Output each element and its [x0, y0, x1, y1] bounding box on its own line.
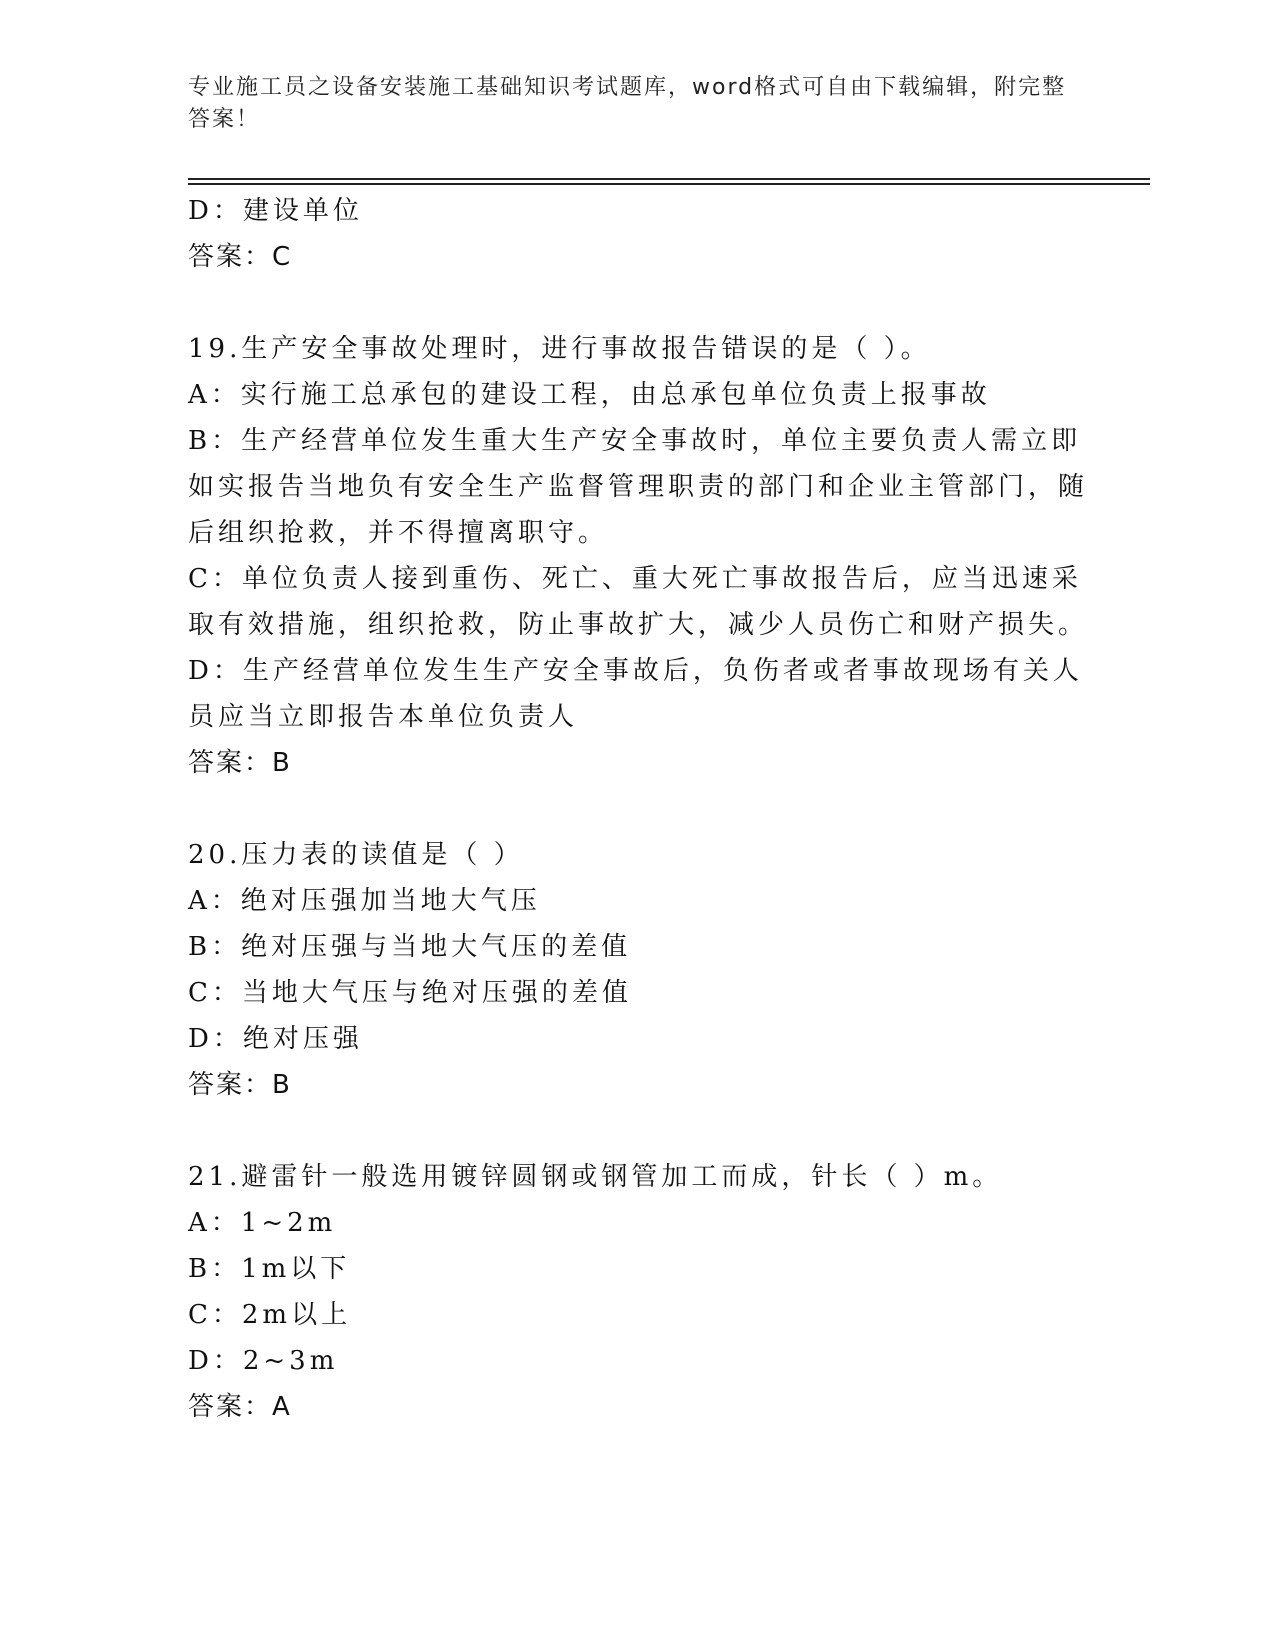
- option-c: C：当地大气压与绝对压强的差值: [188, 978, 632, 1008]
- option-b: B：生产经营单位发生重大生产安全事故时，单位主要负责人需立即如实报告当地负有安全生产监督管理职责的部门和企业主管部门，随后组织抢救，并不得擅离职守。: [188, 426, 1089, 548]
- option-a: A：实行施工总承包的建设工程，由总承包单位负责上报事故: [188, 380, 991, 410]
- option-b: B：绝对压强与当地大气压的差值: [188, 932, 632, 962]
- option-a: A：绝对压强加当地大气压: [188, 886, 541, 916]
- question-stem: 20.压力表的读值是（ ）: [188, 840, 524, 870]
- answer: 答案：B: [188, 1070, 292, 1100]
- option-d: D：2~3m: [188, 1346, 339, 1376]
- question-stem: 19.生产安全事故处理时，进行事故报告错误的是（ ）。: [188, 334, 931, 364]
- question-21: [188, 1154, 1088, 1430]
- question-19: [188, 326, 1088, 786]
- option-d: D：绝对压强: [188, 1024, 363, 1054]
- spacer: [188, 786, 1088, 832]
- option-d: D：生产经营单位发生生产安全事故后，负伤者或者事故现场有关人员应当立即报告本单位负责人: [188, 656, 1083, 732]
- spacer: [188, 280, 1088, 326]
- answer: 答案：A: [188, 1392, 292, 1422]
- question-stem: 21.避雷针一般选用镀锌圆钢或钢管加工而成，针长（ ）m。: [188, 1162, 1003, 1192]
- prev-option-d: D：建设单位: [188, 196, 363, 226]
- question-list: [188, 188, 1088, 1430]
- option-b: B：1m以下: [188, 1254, 351, 1284]
- option-c: C：2m以上: [188, 1300, 352, 1330]
- spacer: [188, 1108, 1088, 1154]
- option-a: A：1~2m: [188, 1208, 337, 1238]
- prev-answer: 答案：C: [188, 242, 293, 272]
- header-divider-top: [188, 178, 1150, 180]
- answer: 答案：B: [188, 748, 292, 778]
- question-20: [188, 832, 1088, 1108]
- header-divider-bottom: [188, 183, 1150, 185]
- option-c: C：单位负责人接到重伤、死亡、重大死亡事故报告后，应当迅速采取有效措施，组织抢救，防止事故扩大，减少人员伤亡和财产损失。: [188, 564, 1089, 640]
- document-header: 专业施工员之设备安装施工基础知识考试题库，word格式可自由下载编辑，附完整答案！: [188, 75, 1067, 132]
